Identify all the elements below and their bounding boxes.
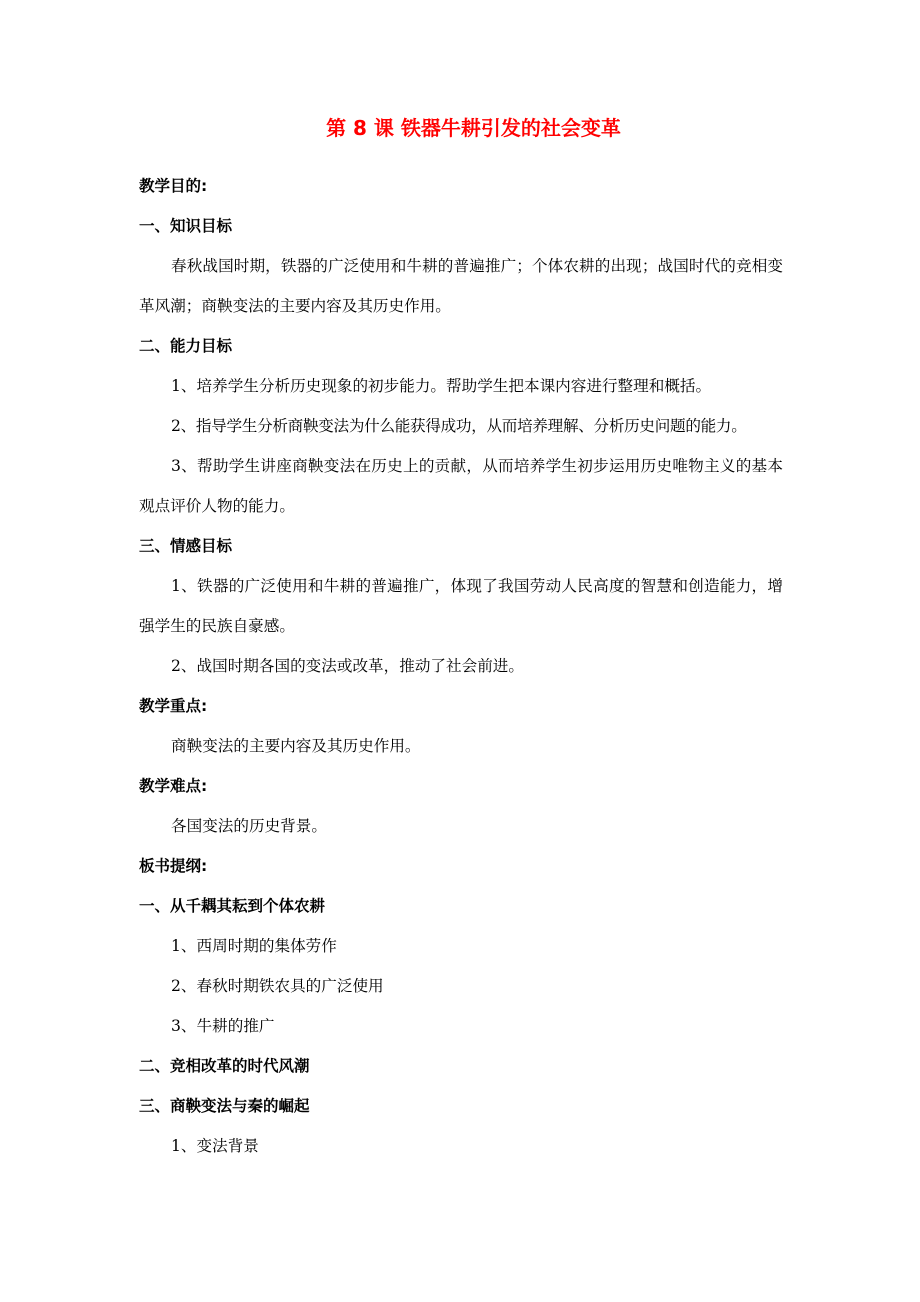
difficulty-heading: 教学难点: (139, 777, 208, 795)
objectives-heading: 教学目的: (139, 177, 208, 195)
outline-item: 3、牛耕的推广 (171, 1017, 275, 1035)
outline-section-heading: 一、从千耦其耘到个体农耕 (139, 897, 326, 915)
ability-item: 3、帮助学生讲座商鞅变法在历史上的贡献，从而培养学生初步运用历史唯物主义的基本观点评价人物的能力。 (139, 457, 783, 515)
outline-item: 1、变法背景 (171, 1137, 259, 1155)
outline-item: 2、春秋时期铁农具的广泛使用 (171, 977, 384, 995)
emotion-heading: 三、情感目标 (139, 537, 233, 555)
key-point-heading: 教学重点: (139, 697, 208, 715)
outline-heading: 板书提纲: (139, 857, 208, 875)
outline-section-heading: 三、商鞅变法与秦的崛起 (139, 1097, 310, 1115)
emotion-item: 2、战国时期各国的变法或改革，推动了社会前进。 (171, 657, 524, 675)
difficulty-text: 各国变法的历史背景。 (171, 817, 327, 835)
ability-heading: 二、能力目标 (139, 337, 233, 355)
ability-item: 1、培养学生分析历史现象的初步能力。帮助学生把本课内容进行整理和概括。 (171, 377, 712, 395)
emotion-item: 1、铁器的广泛使用和牛耕的普遍推广，体现了我国劳动人民高度的智慧和创造能力，增强学生的民族自豪感。 (139, 577, 783, 635)
key-point-text: 商鞅变法的主要内容及其历史作用。 (171, 737, 421, 755)
knowledge-heading: 一、知识目标 (139, 217, 233, 235)
outline-item: 1、西周时期的集体劳作 (171, 937, 337, 955)
document-page (139, 108, 783, 1166)
knowledge-text: 春秋战国时期，铁器的广泛使用和牛耕的普遍推广；个体农耕的出现；战国时代的竞相变革风潮；商鞅变法的主要内容及其历史作用。 (139, 257, 783, 315)
lesson-title: 第 8 课 铁器牛耕引发的社会变革 (326, 116, 621, 140)
outline-section-heading: 二、竞相改革的时代风潮 (139, 1057, 310, 1075)
ability-item: 2、指导学生分析商鞅变法为什么能获得成功，从而培养理解、分析历史问题的能力。 (171, 417, 747, 435)
